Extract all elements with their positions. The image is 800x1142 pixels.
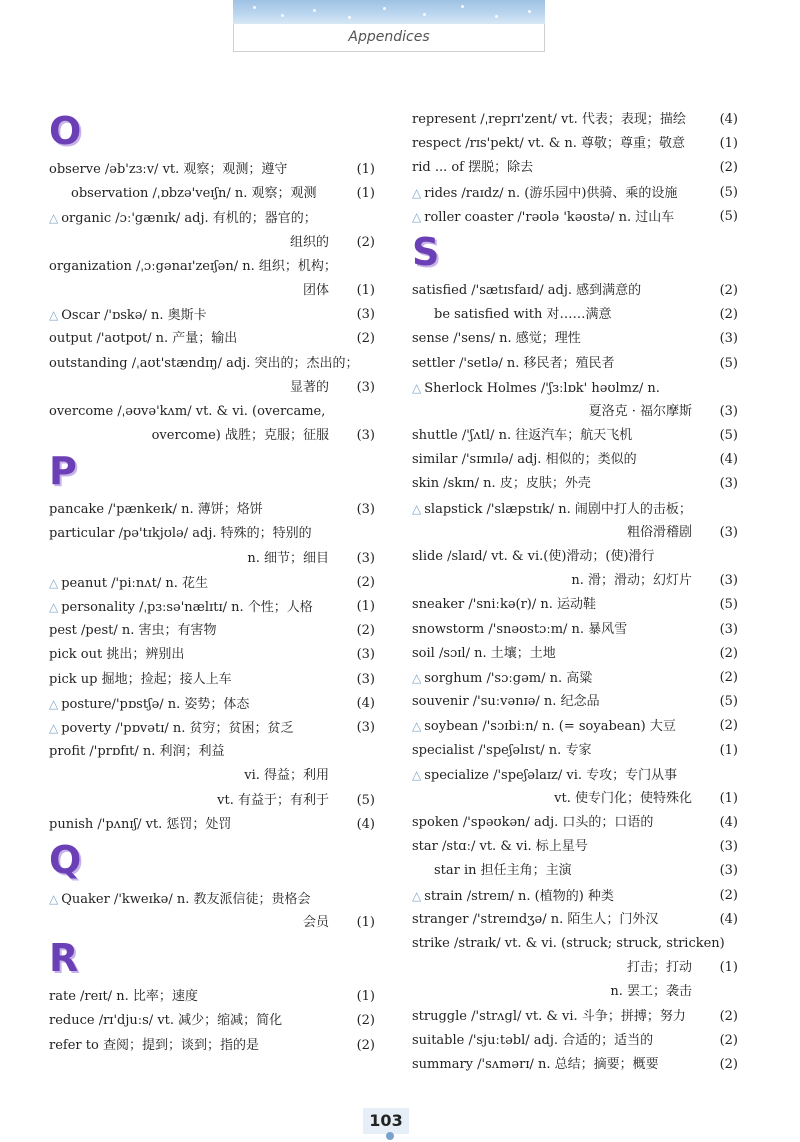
entry-text [71, 182, 317, 206]
glossary-entry [412, 327, 738, 351]
glossary-entry [412, 376, 738, 400]
entry-word: organic /ɔː'gænɪk/ adj. 有机的；器官的； [61, 211, 317, 227]
unit-number: (4) [356, 695, 375, 711]
entry-text [49, 1034, 259, 1058]
glossary-entry [49, 352, 375, 376]
entry-word: overcome /ˌəʊvə'kʌm/ vt. & vi. (overcame, [49, 403, 326, 419]
section-letter-r: R [49, 936, 79, 981]
entry-word: 团体 [302, 282, 329, 298]
entry-text [290, 231, 329, 255]
entry-text [412, 156, 533, 180]
glossary-entry [412, 400, 738, 424]
entry-word: vi. 得益；利用 [244, 768, 329, 784]
glossary-entry [412, 666, 738, 690]
entry-word: punish /'pʌnɪʃ/ vt. 惩罚；处罚 [49, 816, 232, 832]
entry-text [49, 668, 232, 692]
unit-number: (1) [356, 989, 375, 1005]
triangle-icon: △ [412, 209, 422, 224]
entry-word: stranger /'streɪndʒə/ n. 陌生人；门外汉 [412, 911, 659, 927]
unit-number: (3) [356, 550, 375, 566]
glossary-entry [412, 303, 738, 327]
unit-number: (1) [356, 599, 375, 614]
unit-number: (5) [719, 184, 738, 200]
triangle-icon: △ [412, 719, 422, 734]
entry-text [303, 279, 329, 303]
glossary-entry [49, 716, 375, 740]
entry-word: 显著的 [289, 379, 329, 395]
entry-word: rate /reɪt/ n. 比率；速度 [49, 989, 198, 1005]
entry-word: slide /slaɪd/ vt. & vi.(使)滑动；(使)滑行 [412, 549, 655, 564]
glossary-entry [49, 595, 375, 619]
glossary-entry [49, 692, 375, 716]
entry-text [571, 569, 692, 593]
entry-text [434, 303, 611, 327]
entry-word: 打击；打动 [626, 960, 692, 976]
entry-word: specialist /'speʃəlɪst/ n. 专家 [412, 742, 592, 758]
entry-word: Quaker /'kweɪkə/ n. 教友派信徒；贵格会 [61, 891, 311, 907]
glossary-entry [49, 206, 375, 230]
unit-number: (2) [719, 887, 738, 903]
entry-word: vt. 有益于；有利于 [217, 792, 329, 808]
unit-number: (5) [356, 792, 375, 808]
entry-text [412, 714, 676, 739]
glossary-entry [412, 787, 738, 811]
entry-text [412, 666, 592, 691]
glossary-entry [49, 643, 375, 667]
unit-number: (3) [719, 476, 738, 492]
entry-text [412, 279, 641, 303]
section-letter-s: S [412, 229, 440, 274]
entry-word: be satisfied with 对……满意 [434, 307, 612, 323]
unit-number: (2) [719, 669, 738, 685]
entry-word: rides /raɪdz/ n. (游乐园中)供骑、乘的设施 [424, 185, 678, 201]
glossary-entry [412, 908, 738, 932]
entry-word: summary /'sʌmərɪ/ n. 总结；摘要；概要 [412, 1056, 659, 1072]
unit-number: (4) [719, 815, 738, 831]
entry-text [412, 132, 685, 156]
header-banner [233, 0, 545, 24]
glossary-entry [49, 764, 375, 788]
unit-number: (3) [356, 647, 375, 663]
triangle-icon: △ [412, 380, 422, 395]
entry-text [412, 1005, 686, 1029]
entry-word: organization /ˌɔːgənaɪ'zeɪʃən/ n. 组织；机构； [49, 258, 337, 274]
entry-word: n. 细节；细目 [247, 550, 329, 566]
unit-number: (3) [719, 403, 738, 419]
entry-word: 会员 [302, 915, 329, 931]
unit-number: (5) [719, 208, 738, 224]
triangle-icon: △ [412, 767, 422, 782]
entry-text [303, 911, 329, 935]
unit-number: (3) [356, 379, 375, 395]
unit-number: (3) [719, 573, 738, 589]
entry-text [412, 835, 588, 859]
glossary-column-left [49, 108, 375, 1058]
entry-word: represent /ˌreprɪ'zent/ vt. 代表；表现；描绘 [412, 112, 686, 127]
entry-word: sense /'sens/ n. 感觉；理性 [412, 331, 581, 347]
entry-word: n. 滑；滑动；幻灯片 [571, 573, 692, 589]
glossary-entry [49, 231, 375, 255]
glossary-entry [49, 522, 375, 546]
entry-text [49, 985, 198, 1009]
unit-number: (3) [719, 863, 738, 879]
glossary-entry [49, 376, 375, 400]
glossary-entry [49, 303, 375, 327]
entry-text [412, 932, 725, 956]
entry-word: observation /ˌɒbzə'veɪʃn/ n. 观察；观测 [71, 186, 317, 202]
entry-text [49, 716, 294, 741]
entry-text [627, 956, 692, 980]
glossary-entry [412, 618, 738, 642]
glossary-entry [49, 498, 375, 522]
glossary-entry [49, 327, 375, 351]
entry-word: slapstick /'slæpstɪk/ n. 闹剧中打人的击板； [424, 501, 692, 517]
glossary-entry [49, 668, 375, 692]
entry-text [412, 1029, 653, 1053]
entry-text [49, 595, 313, 620]
entry-text [49, 887, 310, 912]
entry-word: specialize /'speʃəlaɪz/ vi. 专攻；专门从事 [424, 767, 678, 783]
section-letter-p: P [49, 449, 77, 494]
section-letter-q: Q [49, 837, 82, 882]
entry-text [412, 472, 591, 496]
unit-number: (5) [719, 355, 738, 371]
glossary-entry [49, 279, 375, 303]
glossary-entry [49, 813, 375, 837]
entry-text [49, 400, 325, 424]
glossary-entry [412, 593, 738, 617]
unit-number: (1) [719, 136, 738, 152]
unit-number: (1) [356, 282, 375, 298]
glossary-entry [412, 448, 738, 472]
glossary-entry [49, 400, 375, 424]
entry-word: n. 罢工；袭击 [610, 984, 692, 1000]
glossary-entry [412, 811, 738, 835]
glossary-entry [412, 205, 738, 229]
glossary-entry [49, 158, 375, 182]
entry-text [49, 740, 225, 764]
entry-word: output /'aʊtpʊt/ n. 产量；输出 [49, 331, 238, 347]
entry-word: struggle /'strʌgl/ vt. & vi. 斗争；拼搏；努力 [412, 1008, 686, 1024]
glossary-entry [49, 619, 375, 643]
unit-number: (3) [719, 839, 738, 855]
glossary-entry [412, 714, 738, 738]
entry-word: reduce /rɪ'djuːs/ vt. 减少；缩减；简化 [49, 1013, 283, 1029]
entry-word: strike /straɪk/ vt. & vi. (struck; struck, stricken) [412, 936, 725, 951]
glossary-entry [412, 859, 738, 883]
entry-word: snowstorm /'snəʊstɔːm/ n. 暴风雪 [412, 621, 628, 637]
entry-word: refer to 查阅；提到；谈到；指的是 [49, 1037, 259, 1053]
glossary-entry [412, 181, 738, 205]
triangle-icon: △ [412, 670, 422, 685]
entry-text [49, 571, 208, 596]
unit-number: (3) [356, 428, 375, 444]
unit-number: (1) [719, 742, 738, 758]
unit-number: (2) [356, 1013, 375, 1029]
glossary-entry [49, 255, 375, 279]
unit-number: (3) [356, 719, 375, 735]
entry-word: 粗俗滑稽剧 [626, 524, 692, 540]
unit-number: (2) [719, 645, 738, 661]
entry-word: Oscar /'ɒskə/ n. 奥斯卡 [61, 308, 207, 324]
entry-word: sneaker /'sniːkə(r)/ n. 运动鞋 [412, 597, 597, 613]
unit-number: (5) [719, 597, 738, 613]
entry-text [49, 498, 263, 522]
entry-word: particular /pə'tɪkjʊlə/ adj. 特殊的；特别的 [49, 526, 312, 542]
entry-text [412, 1053, 659, 1077]
glossary-entry [412, 884, 738, 908]
glossary-entry [412, 1053, 738, 1077]
entry-word: vt. 使专门化；使特殊化 [554, 790, 692, 806]
unit-number: (2) [356, 1037, 375, 1053]
entry-word: pest /pest/ n. 害虫；有害物 [49, 623, 217, 639]
unit-number: (2) [719, 718, 738, 734]
glossary-column-right [412, 108, 738, 1077]
glossary-entry [49, 911, 375, 935]
glossary-entry [412, 472, 738, 496]
triangle-icon: △ [412, 888, 422, 903]
entry-text [412, 497, 692, 522]
entry-text [49, 303, 207, 328]
entry-text [152, 424, 329, 448]
entry-text [434, 859, 572, 883]
unit-number: (2) [719, 1032, 738, 1048]
entry-word: pick up 掘地；捡起；接人上车 [49, 671, 232, 687]
entry-text [412, 448, 637, 472]
entry-text [49, 1009, 282, 1033]
entry-word: soil /sɔɪl/ n. 土壤；土地 [412, 645, 556, 661]
glossary-entry [49, 571, 375, 595]
entry-word: star in 担任主角；主演 [434, 863, 572, 879]
entry-word: souvenir /'suːvənɪə/ n. 纪念品 [412, 694, 600, 710]
unit-number: (2) [356, 331, 375, 347]
unit-number: (1) [719, 790, 738, 806]
entry-word: outstanding /ˌaʊt'stændɪŋ/ adj. 突出的；杰出的； [49, 355, 359, 371]
unit-number: (4) [356, 816, 375, 832]
page-number: 103 [363, 1108, 409, 1134]
unit-number: (1) [356, 915, 375, 931]
entry-word: 组织的 [289, 234, 329, 250]
glossary-entry [412, 156, 738, 180]
unit-number: (4) [719, 112, 738, 127]
entry-word: roller coaster /'rəʊlə 'kəʊstə/ n. 过山车 [424, 209, 675, 225]
unit-number: (3) [719, 524, 738, 540]
unit-number: (2) [356, 574, 375, 590]
glossary-entry [412, 690, 738, 714]
section-letter-o: O [49, 109, 82, 153]
unit-number: (1) [719, 960, 738, 976]
entry-word: overcome) 战胜；克服；征服 [151, 428, 329, 444]
unit-number: (2) [719, 1056, 738, 1072]
glossary-entry [412, 108, 738, 132]
header-title: Appendices [348, 29, 430, 45]
entry-text [49, 813, 231, 837]
entry-text [412, 739, 591, 763]
entry-word: personality /ˌpɜːsə'nælɪtɪ/ n. 个性；人格 [61, 600, 313, 615]
entry-word: strain /streɪn/ n. (植物的) 种类 [424, 888, 614, 904]
unit-number: (5) [719, 428, 738, 444]
entry-text [412, 908, 658, 932]
entry-word: star /stɑː/ vt. & vi. 标上星号 [412, 839, 588, 855]
entry-text [554, 787, 692, 811]
entry-text [589, 400, 692, 424]
glossary-entry [49, 547, 375, 571]
unit-number: (2) [356, 234, 375, 250]
entry-text [412, 763, 677, 788]
entry-text [49, 692, 249, 717]
glossary-entry [412, 739, 738, 763]
entry-text [412, 352, 615, 376]
entry-text [412, 108, 686, 132]
entry-text [610, 980, 692, 1004]
unit-number: (3) [356, 502, 375, 518]
entry-word: posture/'pɒstʃə/ n. 姿势；体态 [61, 696, 250, 712]
entry-word: soybean /'sɔɪbiːn/ n. (= soyabean) 大豆 [424, 719, 676, 735]
glossary-entry [49, 740, 375, 764]
glossary-entry [412, 980, 738, 1004]
glossary-entry [412, 569, 738, 593]
triangle-icon: △ [49, 575, 59, 590]
unit-number: (5) [719, 694, 738, 710]
glossary-entry [412, 835, 738, 859]
unit-number: (1) [356, 186, 375, 202]
glossary-entry [412, 424, 738, 448]
entry-word: settler /'setlə/ n. 移民者；殖民者 [412, 355, 615, 371]
unit-number: (3) [719, 621, 738, 637]
entry-text [247, 547, 329, 571]
entry-text [49, 522, 312, 546]
glossary-entry [412, 521, 738, 545]
triangle-icon: △ [49, 696, 59, 711]
triangle-icon: △ [49, 720, 59, 735]
unit-number: (2) [719, 1008, 738, 1024]
unit-number: (3) [356, 671, 375, 687]
glossary-entry [412, 932, 738, 956]
page-marker-dot [386, 1132, 394, 1140]
glossary-entry [412, 642, 738, 666]
entry-text [49, 158, 287, 182]
entry-word: shuttle /'ʃʌtl/ n. 往返汽车；航天飞机 [412, 428, 633, 444]
entry-text [49, 327, 237, 351]
glossary-entry [49, 1009, 375, 1033]
glossary-entry [49, 424, 375, 448]
unit-number: (2) [719, 282, 738, 298]
unit-number: (3) [719, 331, 738, 347]
entry-text [412, 181, 677, 206]
entry-text [412, 205, 674, 230]
entry-text [244, 764, 329, 788]
entry-text [290, 376, 329, 400]
glossary-entry [49, 182, 375, 206]
unit-number: (1) [356, 162, 375, 177]
entry-word: 夏洛克 · 福尔摩斯 [588, 403, 692, 419]
glossary-entry [412, 545, 738, 569]
entry-word: satisfied /'sætɪsfaɪd/ adj. 感到满意的 [412, 282, 642, 298]
entry-word: skin /skɪn/ n. 皮；皮肤；外壳 [412, 476, 591, 492]
entry-word: suitable /'sjuːtəbl/ adj. 合适的；适当的 [412, 1032, 654, 1048]
entry-word: peanut /'piːnʌt/ n. 花生 [61, 575, 209, 591]
entry-text [49, 643, 184, 667]
entry-text [412, 376, 660, 401]
entry-text [412, 690, 600, 714]
entry-word: Sherlock Holmes /'ʃɜːlɒk' həʊlmz/ n. [424, 380, 660, 396]
entry-text [412, 424, 632, 448]
triangle-icon: △ [412, 185, 422, 200]
entry-word: profit /'prɒfɪt/ n. 利润；利益 [49, 744, 225, 760]
triangle-icon: △ [49, 600, 59, 614]
unit-number: (2) [719, 307, 738, 323]
entry-text [412, 593, 596, 617]
triangle-icon: △ [412, 501, 422, 516]
entry-text [412, 642, 556, 666]
entry-text [49, 206, 317, 231]
unit-number: (2) [356, 623, 375, 639]
entry-text [412, 545, 655, 569]
glossary-entry [412, 763, 738, 787]
glossary-entry [49, 887, 375, 911]
entry-text [217, 789, 329, 813]
entry-text [412, 811, 653, 835]
entry-text [49, 352, 359, 376]
unit-number: (4) [719, 452, 738, 468]
glossary-entry [412, 352, 738, 376]
glossary-entry [412, 497, 738, 521]
entry-word: observe /əb'zɜːv/ vt. 观察；观测；遵守 [49, 162, 288, 177]
unit-number: (3) [356, 307, 375, 323]
entry-word: respect /rɪs'pekt/ vt. & n. 尊敬；尊重；敬意 [412, 136, 686, 152]
unit-number: (4) [719, 911, 738, 927]
glossary-entry [49, 789, 375, 813]
entry-text [412, 884, 614, 909]
entry-word: pancake /'pænkeɪk/ n. 薄饼；烙饼 [49, 502, 263, 518]
triangle-icon: △ [49, 211, 59, 226]
glossary-entry [49, 985, 375, 1009]
glossary-entry [412, 1029, 738, 1053]
unit-number: (2) [719, 160, 738, 176]
glossary-entry [412, 956, 738, 980]
entry-text [627, 521, 692, 545]
entry-word: poverty /'pɒvətɪ/ n. 贫穷；贫困；贫乏 [61, 720, 294, 736]
glossary-entry [49, 1034, 375, 1058]
glossary-entry [412, 132, 738, 156]
entry-word: pick out 挑出；辨别出 [49, 647, 185, 663]
entry-text [412, 327, 581, 351]
entry-text [412, 618, 627, 642]
entry-word: rid ... of 摆脱；除去 [412, 160, 534, 176]
triangle-icon: △ [49, 308, 59, 323]
entry-text [49, 619, 216, 643]
entry-word: sorghum /'sɔːgəm/ n. 高粱 [424, 670, 593, 686]
entry-text [49, 255, 337, 279]
glossary-entry [412, 1005, 738, 1029]
glossary-entry [412, 279, 738, 303]
triangle-icon: △ [49, 891, 59, 906]
entry-word: spoken /'spəʊkən/ adj. 口头的；口语的 [412, 815, 654, 831]
entry-word: similar /'sɪmɪlə/ adj. 相似的；类似的 [412, 452, 637, 468]
